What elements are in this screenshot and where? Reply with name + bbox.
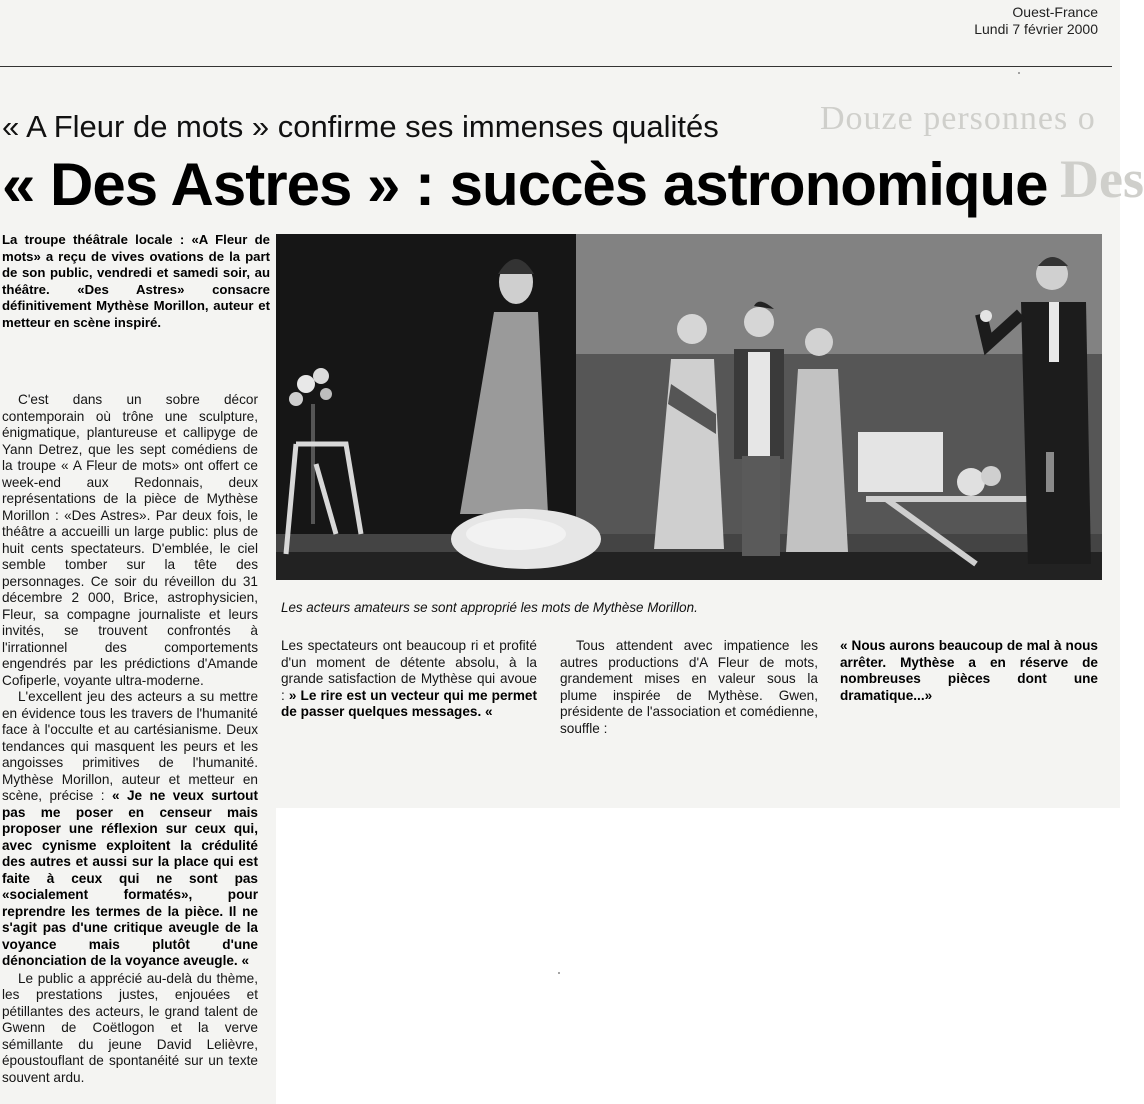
article-kicker: « A Fleur de mots » confirme ses immenses qualités (2, 109, 719, 144)
bleed-through-kicker: Douze personnes o (820, 100, 1096, 137)
article-column-1 (2, 392, 258, 1086)
bleed-through-headline: Des (1060, 149, 1144, 209)
paragraph-3-text: Le public a apprécié au-delà du thème, les prestations justes, enjouées et pétillantes des acteurs, le grand talent de Gwenn de Coëtlogon et la verve sémillante du jeune David Lelièvre, époustouflant de spontanéité sur un texte souvent ardu. (2, 970, 258, 1085)
masthead-rule (0, 66, 1112, 67)
paragraph-1: C'est dans un sobre décor contemporain où trône une sculpture, énigmatique, plantureuse et callipyge de Yann Detrez, que les sept comédiens de la troupe « A Fleur de mots» ont offert ce week-end aux Redonnais, deux représentations de la pièce de Mythèse Morillon : «Des Astres». Par deux fois, le théâtre a accueilli un large public: plus de huit cents spectateurs. D'emblée, le ciel semble tomber sur la tête des personnages. Ce soir du réveillon du 31 décembre 2 000, Brice, astrophysicien, Fleur, sa compagne journaliste et leurs invités, se trouvent confrontés à l'irrationnel des comportements engendrés par les prédictions d'Amande Cofiperle, voyante ultra-moderne. (2, 392, 258, 688)
paragraph-2-text: L'excellent jeu des acteurs a su mettre en évidence tous les travers de l'humanité face à l'occulte et au cartésianisme. Deux tendances qui masquent les peurs et les angoisses primitives de l'humanité. Mythèse Morillon, auteur et metteur en scène, précise : (2, 689, 258, 803)
stage-photo (276, 234, 1102, 580)
president-quote: « Nous aurons beaucoup de mal à nous arrêter. Mythèse a en réserve de nombreuses pièces dont une dramatique...» (840, 638, 1098, 703)
article-lead: La troupe théâtrale locale : «A Fleur de mots» a reçu de vives ovations de la part de son public, vendredi et samedi soir, au théâtre. «Des Astres» consacre définitivement Mythèse Morillon, auteur et metteur en scène inspiré. (2, 232, 270, 330)
article-headline: « Des Astres » : succès astronomique (2, 151, 1048, 218)
paragraph-2 (2, 689, 258, 970)
paragraph-4 (281, 638, 537, 721)
newspaper-name: Ouest-France (1012, 4, 1098, 20)
white-sculpture (451, 509, 601, 569)
photo-caption: Les acteurs amateurs se sont approprié les mots de Mythèse Morillon. (281, 600, 698, 615)
paper-speck (558, 972, 560, 974)
author-quote: « Je ne veux surtout pas me poser en censeur mais proposer une réflexion sur ceux qui, avec cynisme exploitent la crédulité des autres et aussi sur la place qui est faite à ceux qui ne sont pas «socialement formatés», pour reprendre les termes de la pièce. Il ne s'agit pas d'une critique aveugle de la voyance mais plutôt d'une dénonciation de la voyance aveugle. « (2, 788, 259, 968)
article-column-3 (560, 638, 818, 737)
paragraph-5 (560, 638, 818, 737)
issue-date: Lundi 7 février 2000 (974, 21, 1098, 37)
paragraph-3 (2, 971, 258, 1087)
article-column-4 (840, 638, 1098, 704)
paragraph-5-text: Tous attendent avec impatience les autres productions d'A Fleur de mots, grandement mises en valeur sous la plume inspirée de Mythèse. Gwen, présidente de l'association et comédienne, souffle : (560, 638, 818, 736)
closing-quote (840, 638, 1098, 704)
masthead (974, 4, 1098, 38)
paragraph-4-text: Les spectateurs ont beaucoup ri et profité d'un moment de détente absolu, à la grande satisfaction de Mythèse qui avoue : (281, 638, 537, 703)
laughter-quote: » Le rire est un vecteur qui me permet de passer quelques messages. « (281, 687, 538, 719)
paper-speck (1018, 72, 1020, 74)
article-column-2 (281, 638, 537, 721)
